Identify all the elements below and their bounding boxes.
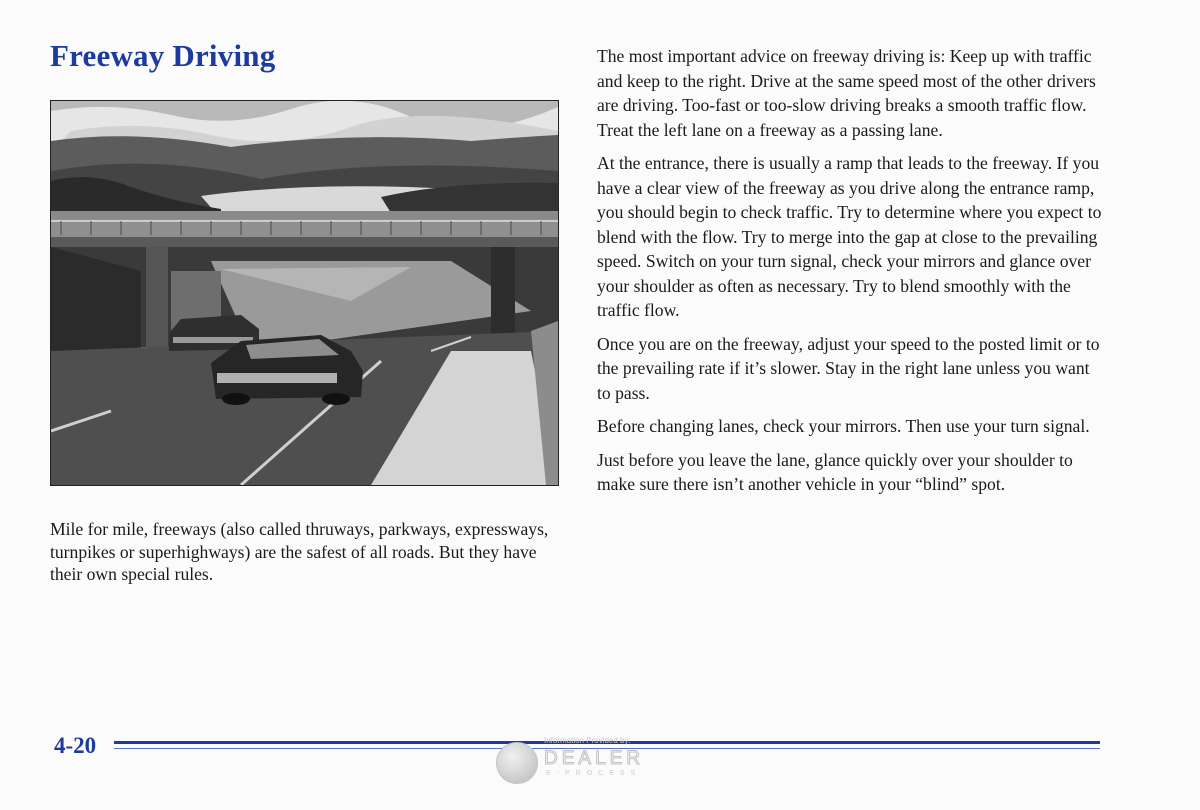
page-title: Freeway Driving [50, 38, 276, 73]
page-number: 4-20 [54, 733, 97, 758]
dealer-watermark [496, 736, 696, 782]
paragraph-blind-spot: Just before you leave the lane, glance quickly over your shoulder to make sure there isn’t another vehicle in your “blind” spot. [597, 449, 1073, 494]
intro-paragraph [50, 518, 565, 586]
dealer-logo-icon [496, 742, 538, 784]
freeway-illustration [50, 100, 559, 486]
paragraph-changing-lanes: Before changing lanes, check your mirrors. Then use your turn signal. [597, 416, 1090, 436]
paragraph-keep-right: The most important advice on freeway driving is: Keep up with traffic and keep to the right. Drive at the same speed most of the other drivers are driving. Too-fast or too-slow driving breaks a smooth traffic flow. Treat the left lane on a freeway as a passing lane. [597, 46, 1096, 140]
right-column [597, 44, 1102, 506]
watermark-caption: Information Provided by: [544, 736, 631, 745]
intro-text: Mile for mile, freeways (also called thruways, parkways, expressways, turnpikes or superhighways) are the safest of all roads. But they have their own special rules. [50, 519, 549, 584]
paragraph-entrance-ramp: At the entrance, there is usually a ramp that leads to the freeway. If you have a clear view of the freeway as you drive along the entrance ramp, you should begin to check traffic. Try to determine where you expect to blend with the flow. Try to merge into the gap at close to the prevailing speed. Switch on your turn signal, check your mirrors and glance over your shoulder as often as necessary. Try to blend smoothly with the traffic flow. [597, 153, 1102, 320]
paragraph-adjust-speed: Once you are on the freeway, adjust your speed to the posted limit or to the prevailing rate if it’s slower. Stay in the right lane unless you want to pass. [597, 333, 1100, 403]
watermark-sub: E-PROCESS [546, 770, 642, 777]
watermark-brand: DEALER [544, 748, 645, 769]
